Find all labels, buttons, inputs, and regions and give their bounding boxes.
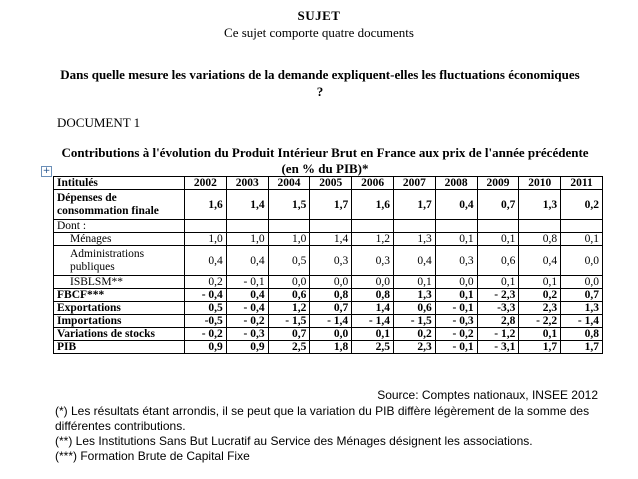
table-cell: 1,2 — [352, 233, 394, 246]
table-cell: - 3,1 — [477, 341, 519, 354]
table-row — [54, 276, 603, 289]
table-cell — [185, 220, 227, 233]
table-row — [54, 302, 603, 315]
table-cell: 0,9 — [226, 341, 268, 354]
row-label: Ménages — [54, 233, 185, 246]
table-cell: 0,0 — [310, 276, 352, 289]
table-cell: 0,0 — [435, 276, 477, 289]
table-cell: -3,3 — [477, 302, 519, 315]
table-cell — [435, 220, 477, 233]
document-label: DOCUMENT 1 — [57, 115, 141, 130]
table-cell: 0,7 — [310, 302, 352, 315]
table-cell: 0,1 — [519, 328, 561, 341]
table-cell: 1,7 — [393, 190, 435, 220]
row-label: Importations — [54, 315, 185, 328]
table-cell: 0,6 — [268, 289, 310, 302]
table-cell: - 0,2 — [226, 315, 268, 328]
table-cell: - 2,2 — [519, 315, 561, 328]
table-cell: - 1,4 — [310, 315, 352, 328]
table-cell: 0,1 — [477, 233, 519, 246]
table-cell — [310, 220, 352, 233]
source-note: Source: Comptes nationaux, INSEE 2012 — [377, 388, 598, 402]
table-cell: 2,5 — [352, 341, 394, 354]
table-cell: 1,3 — [519, 190, 561, 220]
row-label: ISBLSM** — [54, 276, 185, 289]
table-cell: 2,3 — [393, 341, 435, 354]
column-header: 2006 — [352, 177, 394, 190]
table-cell: 0,8 — [352, 289, 394, 302]
table-cell — [352, 220, 394, 233]
table-cell: 0,0 — [268, 276, 310, 289]
column-header: 2003 — [226, 177, 268, 190]
table-cell: - 0,4 — [185, 289, 227, 302]
table-cell: 0,4 — [226, 289, 268, 302]
column-header: 2002 — [185, 177, 227, 190]
page-title: SUJET — [297, 8, 341, 23]
table-cell — [268, 220, 310, 233]
essay-question: Dans quelle mesure les variations de la demande expliquent-elles les fluctuations économiques ? — [60, 67, 580, 99]
table-cell: - 0,2 — [185, 328, 227, 341]
table-cell: 0,0 — [310, 328, 352, 341]
table-cell: 1,8 — [310, 341, 352, 354]
table-cell: 1,4 — [352, 302, 394, 315]
table-cell: 0,3 — [310, 246, 352, 276]
table-cell: 0,4 — [393, 246, 435, 276]
table-cell: 0,1 — [352, 328, 394, 341]
table-cell: 0,4 — [185, 246, 227, 276]
table-cell: 1,5 — [268, 190, 310, 220]
table-cell: 1,7 — [310, 190, 352, 220]
table-cell: 0,8 — [310, 289, 352, 302]
table-cell: - 1,5 — [393, 315, 435, 328]
page-subtitle: Ce sujet comporte quatre documents — [224, 25, 414, 40]
column-header: 2007 — [393, 177, 435, 190]
table-cell: - 0,4 — [226, 302, 268, 315]
table-cell: 1,3 — [393, 289, 435, 302]
table-cell: 2,3 — [519, 302, 561, 315]
table-row — [54, 315, 603, 328]
table-cell: - 0,1 — [435, 302, 477, 315]
table-cell: 0,4 — [435, 190, 477, 220]
table-cell: 1,0 — [185, 233, 227, 246]
table-cell: 0,0 — [561, 276, 603, 289]
table-cell: - 1,4 — [352, 315, 394, 328]
table-cell — [477, 220, 519, 233]
table-cell: 1,4 — [310, 233, 352, 246]
table-cell: - 0,2 — [435, 328, 477, 341]
table-row — [54, 328, 603, 341]
column-header: 2010 — [519, 177, 561, 190]
table-cell: - 1,4 — [561, 315, 603, 328]
footnote: (*) Les résultats étant arrondis, il se peut que la variation du PIB diffère légèrement de la somme des différentes contributions. — [55, 404, 590, 433]
table-row — [54, 246, 603, 276]
table-cell: 2,8 — [477, 315, 519, 328]
column-header: 2008 — [435, 177, 477, 190]
table-cell: 0,1 — [519, 276, 561, 289]
table-cell: 0,1 — [393, 276, 435, 289]
table-cell: 0,9 — [185, 341, 227, 354]
table-cell: 0,2 — [561, 190, 603, 220]
column-header: 2004 — [268, 177, 310, 190]
table-cell: 0,4 — [226, 246, 268, 276]
table-cell: 0,7 — [477, 190, 519, 220]
column-header: 2005 — [310, 177, 352, 190]
table-cell: 1,7 — [561, 341, 603, 354]
table-cell: 0,0 — [561, 246, 603, 276]
table-cell: - 0,3 — [435, 315, 477, 328]
table-cell: 0,8 — [519, 233, 561, 246]
table-row — [54, 190, 603, 220]
table-cell: 0,2 — [185, 276, 227, 289]
table-cell: 0,6 — [477, 246, 519, 276]
table-cell: 0,6 — [393, 302, 435, 315]
table-cell: 0,7 — [561, 289, 603, 302]
row-label: PIB — [54, 341, 185, 354]
table-cell: 1,6 — [352, 190, 394, 220]
table-cell: 0,0 — [352, 276, 394, 289]
row-label: FBCF*** — [54, 289, 185, 302]
table-move-handle-icon[interactable]: + — [42, 166, 51, 176]
table-cell: - 0,1 — [435, 341, 477, 354]
table-cell: 0,1 — [435, 289, 477, 302]
table-cell: - 1,5 — [268, 315, 310, 328]
table-row — [54, 289, 603, 302]
contributions-table — [53, 176, 603, 354]
table-cell: 1,3 — [561, 302, 603, 315]
table-cell: - 0,1 — [226, 276, 268, 289]
footnote: (***) Formation Brute de Capital Fixe — [55, 449, 250, 463]
column-header: 2011 — [561, 177, 603, 190]
table-cell: 0,5 — [268, 246, 310, 276]
table-cell: 0,7 — [268, 328, 310, 341]
table-cell: 1,0 — [226, 233, 268, 246]
table-cell: 0,1 — [435, 233, 477, 246]
table-cell: 0,1 — [477, 276, 519, 289]
table-cell: 0,4 — [519, 246, 561, 276]
row-label: Dépenses de consommation finale — [54, 190, 185, 220]
table-cell: 2,5 — [268, 341, 310, 354]
row-label: Dont : — [54, 220, 185, 233]
table-cell — [226, 220, 268, 233]
table-cell: 0,2 — [519, 289, 561, 302]
table-cell: 0,1 — [561, 233, 603, 246]
table-cell — [393, 220, 435, 233]
table-cell: 1,2 — [268, 302, 310, 315]
table-cell: 1,7 — [519, 341, 561, 354]
table-cell: - 2,3 — [477, 289, 519, 302]
table-cell: 0,5 — [185, 302, 227, 315]
table-cell: 1,0 — [268, 233, 310, 246]
table-row — [54, 220, 603, 233]
row-label: Exportations — [54, 302, 185, 315]
table-cell: 0,3 — [435, 246, 477, 276]
table-cell — [519, 220, 561, 233]
table-row — [54, 341, 603, 354]
table-cell: 1,4 — [226, 190, 268, 220]
table-row — [54, 233, 603, 246]
row-label: Administrations publiques — [54, 246, 185, 276]
table-cell: - 1,2 — [477, 328, 519, 341]
table-cell: 0,2 — [393, 328, 435, 341]
column-header: Intitulés — [54, 177, 185, 190]
table-title: Contributions à l'évolution du Produit Intérieur Brut en France aux prix de l'année précédente (en % du PIB)* — [61, 145, 589, 176]
table-cell — [561, 220, 603, 233]
table-cell: 1,6 — [185, 190, 227, 220]
footnotes — [55, 404, 615, 464]
row-label: Variations de stocks — [54, 328, 185, 341]
table-cell: - 0,3 — [226, 328, 268, 341]
table-header-row — [54, 177, 603, 190]
table-cell: 1,3 — [393, 233, 435, 246]
table-cell: -0,5 — [185, 315, 227, 328]
table-cell: 0,3 — [352, 246, 394, 276]
column-header: 2009 — [477, 177, 519, 190]
footnote: (**) Les Institutions Sans But Lucratif au Service des Ménages désignent les associations. — [55, 434, 533, 448]
table-cell: 0,8 — [561, 328, 603, 341]
